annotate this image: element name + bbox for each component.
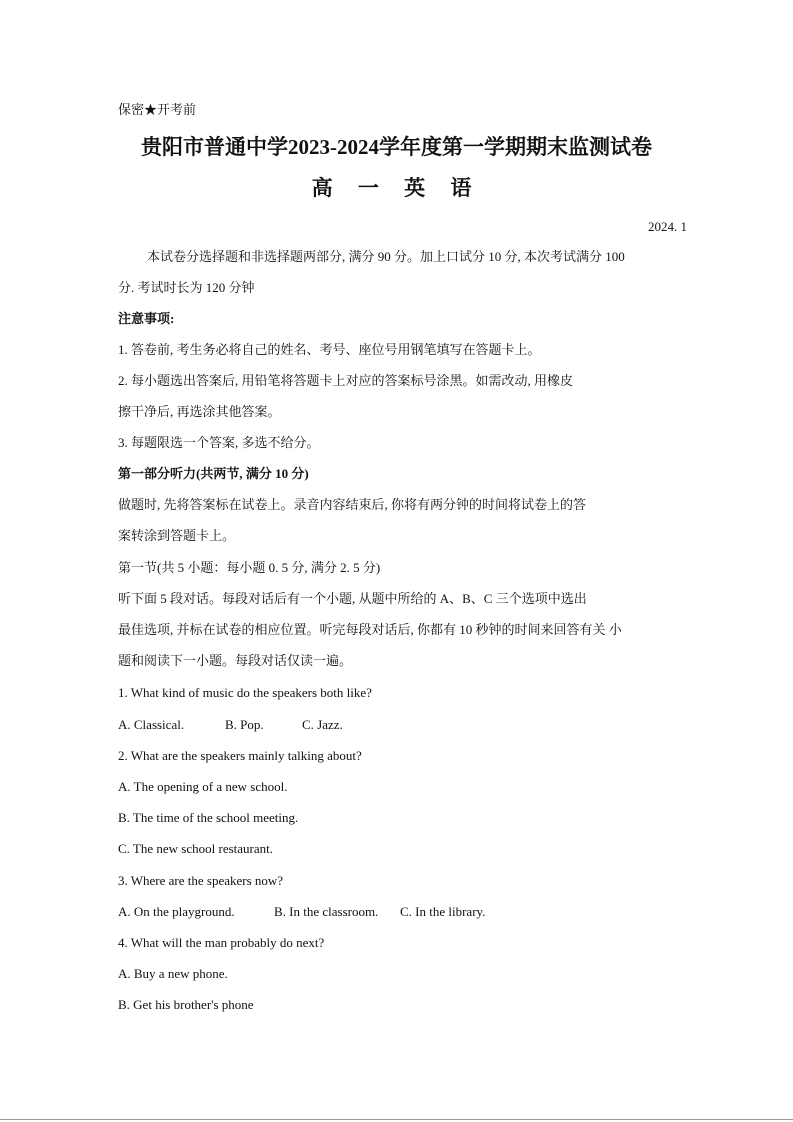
note-item: 擦干净后, 再选涂其他答案。 xyxy=(118,404,281,419)
option-b: B. The time of the school meeting. xyxy=(118,810,299,825)
section-instruction: 题和阅读下一小题。每段对话仅读一遍。 xyxy=(118,653,353,668)
option-a: A. Classical. xyxy=(118,717,185,732)
option-c: C. The new school restaurant. xyxy=(118,841,273,856)
question-1: 1. What kind of music do the speakers both like? xyxy=(118,685,372,700)
question-1-options xyxy=(118,717,343,733)
option-b: B. Get his brother's phone xyxy=(118,997,254,1012)
intro-line: 分. 考试时长为 120 分钟 xyxy=(118,280,255,295)
note-item: 2. 每小题选出答案后, 用铅笔将答题卡上对应的答案标号涂黑。如需改动, 用橡皮 xyxy=(118,373,574,388)
option-b: B. In the classroom. xyxy=(274,904,379,919)
question-2: 2. What are the speakers mainly talking about? xyxy=(118,748,362,763)
option-a: A. On the playground. xyxy=(118,904,235,919)
option-a: A. Buy a new phone. xyxy=(118,966,228,981)
option-b: B. Pop. xyxy=(225,717,264,732)
section-instruction: 听下面 5 段对话。每段对话后有一个小题, 从题中所给的 A、B、C 三个选项中选出 xyxy=(118,591,587,606)
section-instruction: 最佳选项, 并标在试卷的相应位置。听完每段对话后, 你都有 10 秒钟的时间来回答有关 小 xyxy=(118,622,622,637)
option-a: A. The opening of a new school. xyxy=(118,779,288,794)
option-c: C. Jazz. xyxy=(302,717,343,732)
confidential-label: 保密★开考前 xyxy=(118,102,197,117)
notes-heading: 注意事项: xyxy=(118,311,175,326)
part1-instruction: 案转涂到答题卡上。 xyxy=(118,528,236,543)
page-bottom-divider xyxy=(0,1119,793,1120)
subject-title: 高 一 英 语 xyxy=(311,176,482,200)
note-item: 3. 每题限选一个答案, 多选不给分。 xyxy=(118,435,320,450)
section-heading: 第一节(共 5 小题：每小题 0. 5 分, 满分 2. 5 分) xyxy=(118,560,381,575)
part1-heading: 第一部分听力(共两节, 满分 10 分) xyxy=(118,466,309,481)
exam-title: 贵阳市普通中学2023-2024学年度第一学期期末监测试卷 xyxy=(141,135,652,159)
part1-instruction: 做题时, 先将答案标在试卷上。录音内容结束后, 你将有两分钟的时间将试卷上的答 xyxy=(118,497,587,512)
exam-date: 2024. 1 xyxy=(648,219,687,234)
question-4: 4. What will the man probably do next? xyxy=(118,935,325,950)
question-3-options xyxy=(118,904,485,920)
intro-line: 本试卷分选择题和非选择题两部分, 满分 90 分。加上口试分 10 分, 本次考试满分 100 xyxy=(147,249,625,264)
note-item: 1. 答卷前, 考生务必将自己的姓名、考号、座位号用钢笔填写在答题卡上。 xyxy=(118,342,541,357)
option-c: C. In the library. xyxy=(400,904,486,919)
question-3: 3. Where are the speakers now? xyxy=(118,873,284,888)
